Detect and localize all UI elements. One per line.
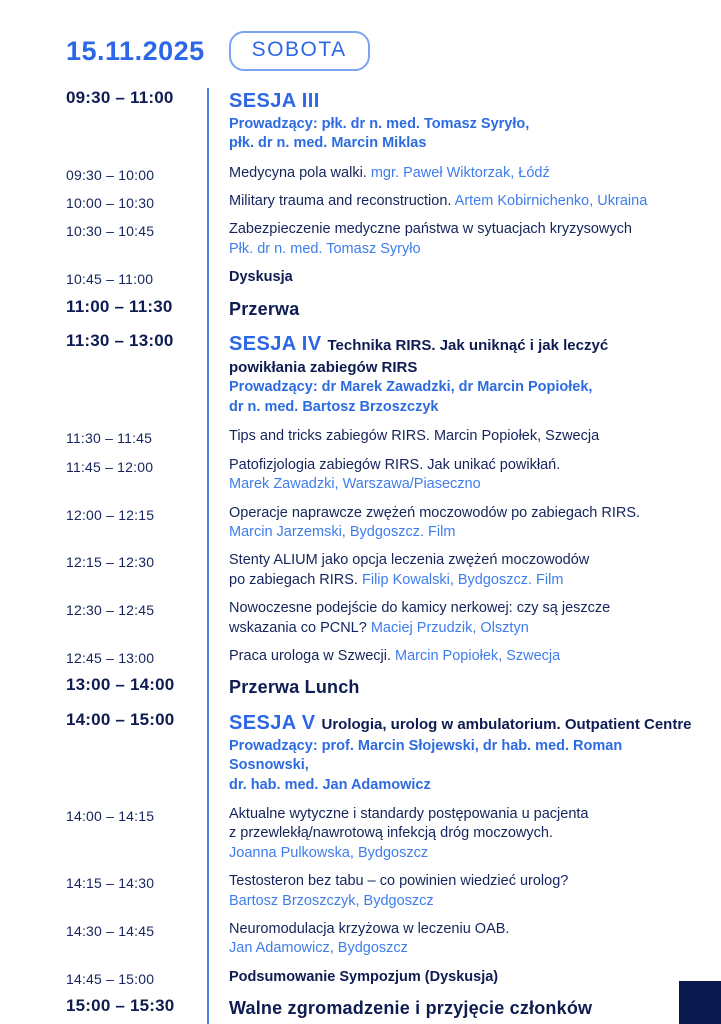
talk-title: Testosteron bez tabu – co powinien wiedzieć urolog? [229, 873, 569, 890]
content-line [229, 647, 703, 666]
talk-title: Medycyna pola walki. [229, 164, 371, 181]
content-line [229, 88, 703, 115]
schedule-row [66, 504, 703, 543]
talk-title: Neuromodulacja krzyżowa w leczeniu OAB. [229, 921, 510, 938]
content-line [229, 920, 703, 939]
time-range: 13:00 – 14:00 [66, 675, 175, 695]
content-line [229, 523, 703, 542]
schedule-row [66, 268, 703, 287]
time-range: 12:30 – 12:45 [66, 602, 155, 619]
time-range: 12:45 – 13:00 [66, 650, 155, 667]
content-line [229, 996, 703, 1020]
content-line [229, 164, 703, 183]
row-content [208, 996, 703, 1020]
talk-title-strong: Podsumowanie Sympozjum (Dyskusja) [229, 968, 499, 985]
row-content [208, 456, 703, 495]
content-line [229, 710, 703, 737]
content-line [229, 737, 703, 776]
content-line [229, 398, 703, 417]
row-content [208, 297, 703, 321]
day-badge: SOBOTA [229, 31, 370, 71]
content-line [229, 504, 703, 523]
speaker-name: Artem Kobirnichenko, Ukraina [454, 193, 648, 210]
content-line [229, 220, 703, 239]
row-content [208, 164, 703, 183]
session-chairs: Prowadzący: dr Marek Zawadzki, dr Marcin Popiołek, [229, 379, 593, 396]
content-line [229, 331, 703, 358]
content-line [229, 297, 703, 321]
row-content [208, 192, 703, 211]
row-content [208, 88, 703, 154]
speaker-name: Marcin Jarzemski, Bydgoszcz. Film [229, 523, 456, 540]
content-line [229, 192, 703, 211]
session-subtitle: Technika RIRS. Jak uniknąć i jak leczyć [327, 337, 609, 355]
content-line [229, 268, 703, 287]
break-title: Przerwa [229, 298, 300, 319]
schedule-row [66, 968, 703, 987]
talk-title: Tips and tricks zabiegów RIRS. Marcin Popiołek, Szwecja [229, 428, 600, 445]
schedule-row [66, 996, 703, 1020]
row-content [208, 647, 703, 666]
speaker-name: Marek Zawadzki, Warszawa/Piaseczno [229, 476, 481, 493]
talk-title: z przewlekłą/nawrotową infekcją dróg moczowych. [229, 825, 553, 842]
session-chairs: Prowadzący: prof. Marcin Słojewski, dr hab. med. Roman Sosnowski, [229, 737, 623, 774]
session-chairs: dr. hab. med. Jan Adamowicz [229, 776, 431, 793]
row-content [208, 599, 703, 638]
session-chairs: płk. dr n. med. Marcin Miklas [229, 135, 427, 152]
time-range: 14:45 – 15:00 [66, 970, 155, 987]
speaker-name: Marcin Popiołek, Szwecja [395, 648, 561, 665]
talk-title: Patofizjologia zabiegów RIRS. Jak unikać powikłań. [229, 456, 561, 473]
talk-title: Nowoczesne podejście do kamicy nerkowej: czy są jeszcze [229, 600, 611, 617]
content-line [229, 675, 703, 699]
schedule-row [66, 164, 703, 183]
row-content [208, 220, 703, 259]
speaker-name: Jan Adamowicz, Bydgoszcz [229, 940, 408, 957]
session-title: SESJA V [229, 711, 322, 734]
content-line [229, 571, 703, 590]
time-range: 09:30 – 11:00 [66, 88, 174, 107]
schedule-row [66, 192, 703, 211]
row-content [208, 710, 703, 795]
content-line [229, 115, 703, 134]
time-range: 14:30 – 14:45 [66, 923, 155, 940]
content-line [229, 939, 703, 958]
time-range: 14:00 – 14:15 [66, 807, 155, 824]
schedule-row [66, 88, 703, 154]
talk-title: Operacje naprawcze zwężeń moczowodów po zabiegach RIRS. [229, 504, 641, 521]
talk-title: Stenty ALIUM jako opcja leczenia zwężeń moczowodów [229, 552, 590, 569]
row-content [208, 675, 703, 699]
session-chairs: dr n. med. Bartosz Brzoszczyk [229, 398, 439, 415]
schedule-row [66, 920, 703, 959]
content-line [229, 872, 703, 891]
break-title: Przerwa Lunch [229, 677, 360, 698]
schedule-row [66, 331, 703, 417]
talk-title: Aktualne wytyczne i standardy postępowania u pacjenta [229, 805, 589, 822]
talk-title: Zabezpieczenie medyczne państwa w sytuacjach kryzysowych [229, 221, 632, 238]
talk-title-strong: Dyskusja [229, 269, 293, 286]
schedule-row [66, 551, 703, 590]
content-line [229, 619, 703, 638]
row-content [208, 872, 703, 911]
content-line [229, 968, 703, 987]
content-line [229, 805, 703, 824]
content-line [229, 599, 703, 618]
time-range: 11:30 – 11:45 [66, 430, 153, 447]
schedule-row [66, 456, 703, 495]
talk-title: Praca urologa w Szwecji. [229, 648, 396, 665]
speaker-name: Joanna Pulkowska, Bydgoszcz [229, 844, 429, 861]
session-title: SESJA IV [229, 333, 328, 356]
schedule [66, 88, 703, 1024]
time-range: 10:45 – 11:00 [66, 271, 154, 288]
time-range: 11:30 – 13:00 [66, 331, 174, 351]
session-subtitle: powikłania zabiegów RIRS [229, 358, 418, 376]
time-range: 15:00 – 15:30 [66, 996, 175, 1016]
content-line [229, 844, 703, 863]
time-range: 12:00 – 12:15 [66, 506, 155, 523]
content-line [229, 475, 703, 494]
content-line [229, 358, 703, 378]
time-range: 10:30 – 10:45 [66, 223, 155, 240]
time-range: 14:15 – 14:30 [66, 875, 155, 892]
time-range: 11:00 – 11:30 [66, 296, 173, 316]
talk-title: po zabiegach RIRS. [229, 571, 362, 588]
schedule-row [66, 647, 703, 666]
schedule-row [66, 297, 703, 321]
schedule-row [66, 805, 703, 863]
content-line [229, 427, 703, 446]
content-line [229, 456, 703, 475]
schedule-row [66, 675, 703, 699]
row-content [208, 551, 703, 590]
program-header [66, 31, 370, 71]
row-content [208, 504, 703, 543]
program-date: 15.11.2025 [66, 35, 205, 66]
content-line [229, 824, 703, 843]
speaker-name: Płk. dr n. med. Tomasz Syryło [229, 240, 421, 257]
schedule-row [66, 710, 703, 795]
time-range: 10:00 – 10:30 [66, 195, 155, 212]
content-line [229, 892, 703, 911]
content-line [229, 776, 703, 795]
row-content [208, 920, 703, 959]
speaker-name: Filip Kowalski, Bydgoszcz. Film [362, 571, 564, 588]
schedule-row [66, 427, 703, 446]
break-title: Walne zgromadzenie i przyjęcie członków [229, 998, 593, 1019]
row-content [208, 268, 703, 287]
corner-decoration [679, 981, 721, 1024]
session-subtitle: Urologia, urolog w ambulatorium. Outpatient Centre [321, 715, 692, 733]
schedule-row [66, 599, 703, 638]
row-content [208, 427, 703, 446]
row-content [208, 331, 703, 417]
content-line [229, 378, 703, 397]
talk-title: Military trauma and reconstruction. [229, 193, 455, 210]
time-range: 14:00 – 15:00 [66, 709, 175, 729]
talk-title: wskazania co PCNL? [229, 619, 371, 636]
speaker-name: Maciej Przudzik, Olsztyn [370, 619, 529, 636]
content-line [229, 551, 703, 570]
schedule-row [66, 220, 703, 259]
session-chairs: Prowadzący: płk. dr n. med. Tomasz Syryło, [229, 115, 530, 132]
content-line [229, 134, 703, 153]
time-range: 12:15 – 12:30 [66, 554, 155, 571]
speaker-name: mgr. Paweł Wiktorzak, Łódź [370, 164, 550, 181]
speaker-name: Bartosz Brzoszczyk, Bydgoszcz [229, 892, 434, 909]
time-range: 11:45 – 12:00 [66, 458, 154, 475]
time-range: 09:30 – 10:00 [66, 166, 155, 183]
schedule-row [66, 872, 703, 911]
row-content [208, 805, 703, 863]
session-title: SESJA III [229, 90, 320, 112]
content-line [229, 240, 703, 259]
row-content [208, 968, 703, 987]
